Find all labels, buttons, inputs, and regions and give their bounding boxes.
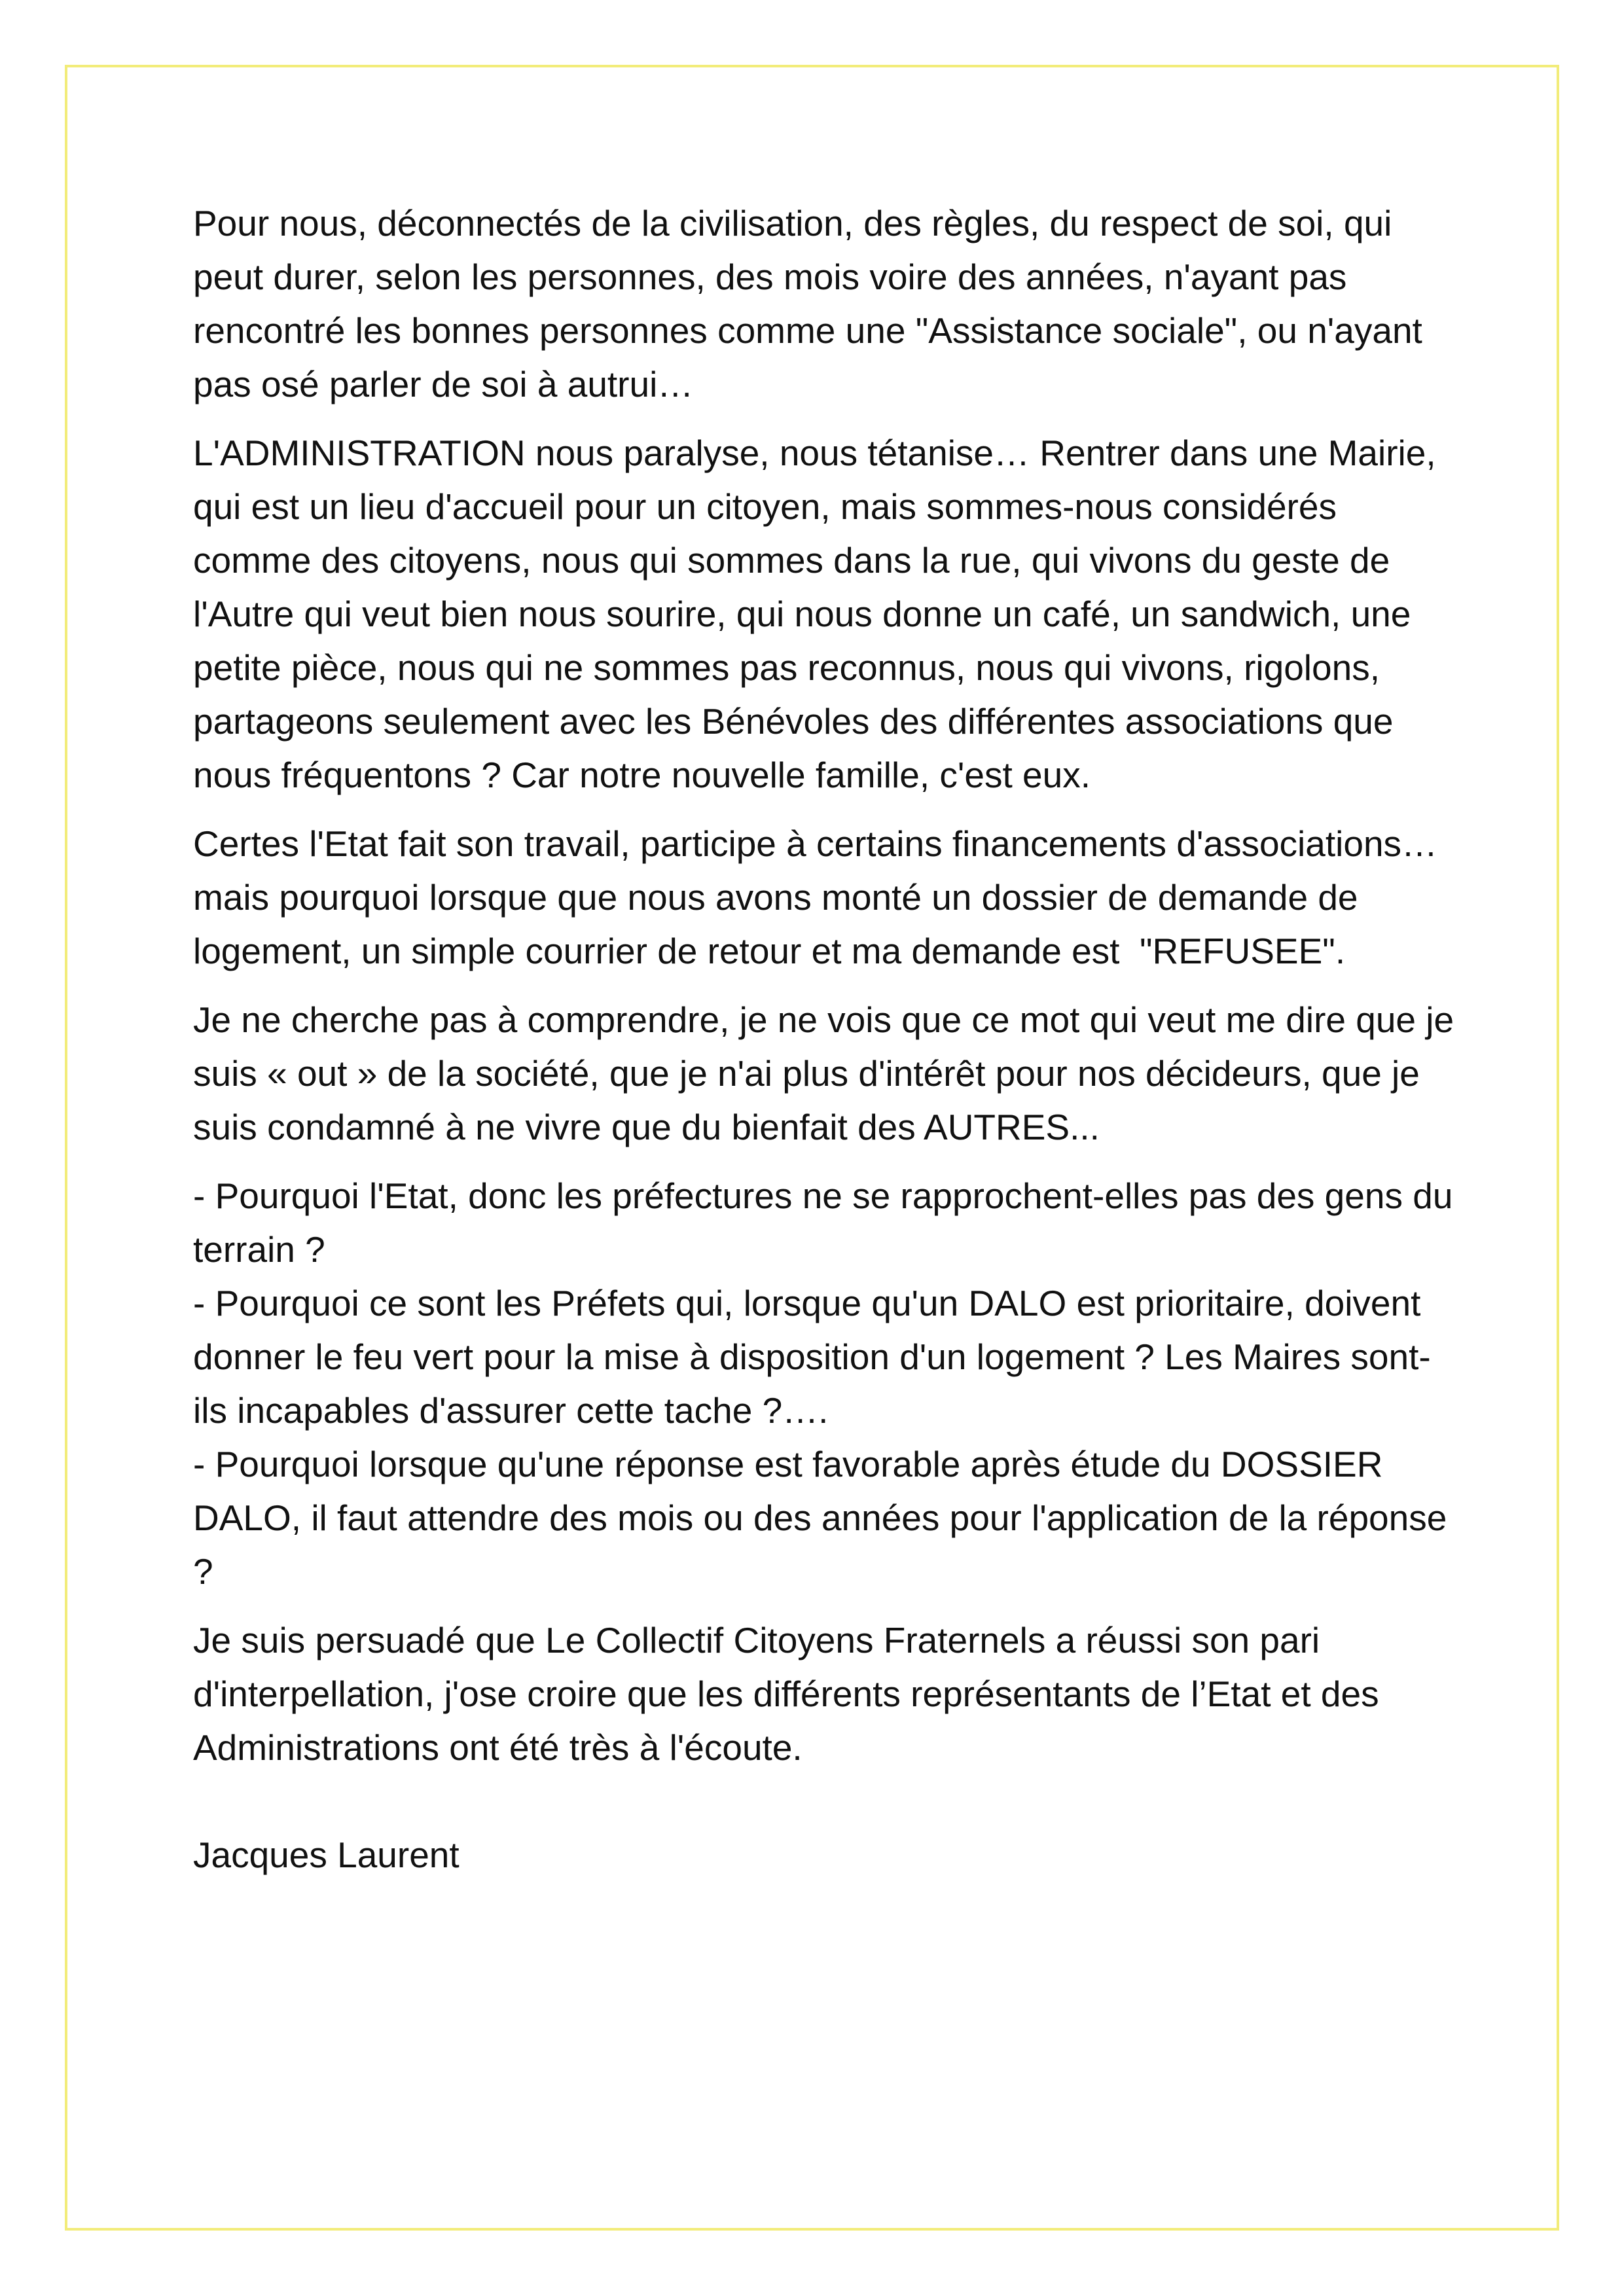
paragraph-etat: Certes l'Etat fait son travail, participe à certains financements d'associations… mais pourquoi lorsque que nous avons monté un dossier de demande de logement, un simple courrier de retour et ma demande est "REFUSEE". [193,823,1448,971]
paragraph-intro: Pour nous, déconnectés de la civilisation, des règles, du respect de soi, qui peut durer, selon les personnes, des mois voire des années, n'ayant pas rencontré les bonnes personnes comme une "Assistance sociale", ou n'ayant pas osé parler de soi à autrui… [193,203,1433,404]
letter-body [193,196,1464,1897]
question-item: - Pourquoi lorsque qu'une réponse est favorable après étude du DOSSIER DALO, il faut attendre des mois ou des années pour l'application de la réponse ? [193,1444,1457,1592]
questions-list [193,1169,1463,1598]
paragraph-administration: L'ADMINISTRATION nous paralyse, nous tétanise… Rentrer dans une Mairie, qui est un lieu d'accueil pour un citoyen, mais sommes-nous considérés comme des citoyens, nous qui sommes dans la rue, qui vivons du geste de l'Autre qui veut bien nous sourire, qui nous donne un café, un sandwich, une petite pièce, nous qui ne sommes pas reconnus, nous qui vivons, rigolons, partageons seulement avec les Bénévoles des différentes associations que nous fréquentons ? Car notre nouvelle famille, c'est eux. [193,433,1446,795]
paragraph-refusal: Je ne cherche pas à comprendre, je ne vois que ce mot qui veut me dire que je suis « out » de la société, que je n'ai plus d'intérêt pour nos décideurs, que je suis condamné à ne vivre que du bienfait des AUTRES... [193,999,1464,1147]
question-item: - Pourquoi l'Etat, donc les préfectures ne se rapprochent-elles pas des gens du terrain ? [193,1175,1463,1270]
question-item: - Pourquoi ce sont les Préfets qui, lorsque qu'un DALO est prioritaire, doivent donner le feu vert pour la mise à disposition d'un logement ? Les Maires sont-ils incapables d'assurer cette tache ?…. [193,1283,1431,1431]
paragraph-closing: Je suis persuadé que Le Collectif Citoyens Fraternels a réussi son pari d'interpellation, j'ose croire que les différents représentants de l’Etat et des Administrations ont été très à l'écoute. [193,1620,1387,1768]
signature: Jacques Laurent [193,1835,460,1875]
